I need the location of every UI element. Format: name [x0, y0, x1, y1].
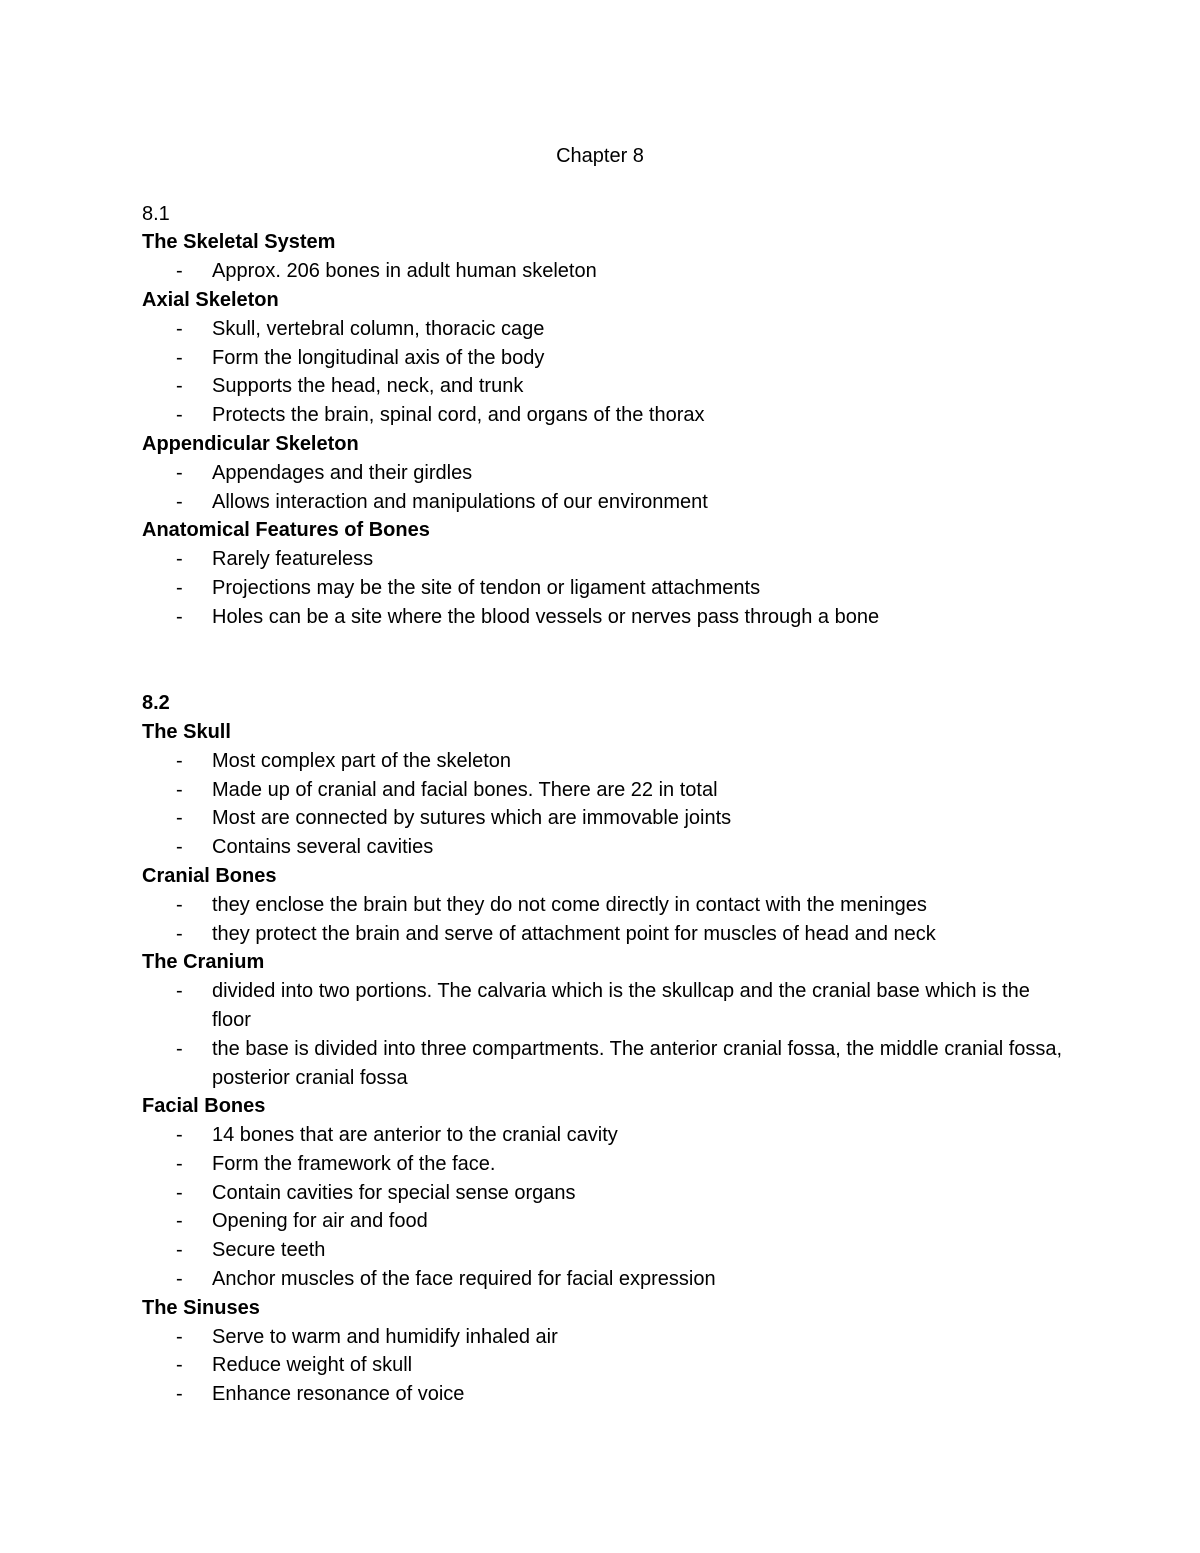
- list-item: [142, 574, 1072, 603]
- list-item: [142, 833, 1072, 862]
- bullet-list: [142, 315, 1072, 430]
- section-heading: The Sinuses: [142, 1296, 260, 1319]
- dash-bullet-icon: -: [176, 490, 183, 513]
- dash-bullet-icon: -: [176, 807, 183, 830]
- list-item-text: Protects the brain, spinal cord, and organs of the thorax: [212, 404, 705, 427]
- bullet-list: [142, 459, 1072, 517]
- dash-bullet-icon: -: [176, 749, 183, 772]
- list-item: [142, 344, 1072, 373]
- list-item-text: divided into two portions. The calvaria which is the skullcap and the cranial base which is the floor: [212, 980, 1030, 1031]
- list-item: [142, 891, 1072, 920]
- section-heading: Anatomical Features of Bones: [142, 519, 430, 542]
- list-item-text: Supports the head, neck, and trunk: [212, 375, 524, 398]
- dash-bullet-icon: -: [176, 778, 183, 801]
- section-8-1: [142, 200, 1072, 632]
- list-item: [142, 1265, 1072, 1294]
- dash-bullet-icon: -: [176, 346, 183, 369]
- dash-bullet-icon: -: [176, 1325, 183, 1348]
- dash-bullet-icon: -: [176, 1268, 183, 1291]
- list-item: [142, 1323, 1072, 1352]
- section-number: 8.2: [142, 692, 170, 715]
- list-item-text: Holes can be a site where the blood vessels or nerves pass through a bone: [212, 605, 880, 628]
- list-item-text: they enclose the brain but they do not come directly in contact with the meninges: [212, 893, 927, 916]
- bullet-list: [142, 1121, 1072, 1294]
- dash-bullet-icon: -: [176, 548, 183, 571]
- section-heading: Facial Bones: [142, 1095, 266, 1118]
- section-8-2: [142, 689, 1072, 1409]
- list-item-text: Contain cavities for special sense organs: [212, 1181, 576, 1204]
- list-item-text: Anchor muscles of the face required for facial expression: [212, 1268, 716, 1291]
- list-item-text: Rarely featureless: [212, 548, 374, 571]
- list-item-text: Enhance resonance of voice: [212, 1383, 465, 1406]
- dash-bullet-icon: -: [176, 1152, 183, 1175]
- list-item-text: Approx. 206 bones in adult human skeleton: [212, 260, 597, 283]
- list-item: [142, 1236, 1072, 1265]
- dash-bullet-icon: -: [176, 980, 183, 1003]
- section-heading: Axial Skeleton: [142, 288, 279, 311]
- bullet-list: [142, 747, 1072, 862]
- list-item: [142, 603, 1072, 632]
- bullet-list: [142, 1323, 1072, 1409]
- list-item-text: Projections may be the site of tendon or ligament attachments: [212, 576, 761, 599]
- page-title: Chapter 8: [556, 145, 644, 167]
- document-content: [142, 142, 1072, 1409]
- list-item: [142, 977, 1072, 1035]
- list-item: [142, 1150, 1072, 1179]
- list-item-text: Form the longitudinal axis of the body: [212, 346, 545, 369]
- list-item-text: Secure teeth: [212, 1239, 326, 1262]
- section-heading: The Skeletal System: [142, 231, 336, 254]
- list-item: [142, 315, 1072, 344]
- list-item: [142, 804, 1072, 833]
- list-item-text: Made up of cranial and facial bones. There are 22 in total: [212, 778, 718, 801]
- bullet-list: [142, 545, 1072, 631]
- list-item-text: they protect the brain and serve of attachment point for muscles of head and neck: [212, 922, 936, 945]
- list-item-text: Skull, vertebral column, thoracic cage: [212, 317, 545, 340]
- list-item: [142, 1351, 1072, 1380]
- list-item: [142, 1035, 1072, 1093]
- list-item: [142, 776, 1072, 805]
- section-heading: The Skull: [142, 720, 231, 743]
- dash-bullet-icon: -: [176, 1037, 183, 1060]
- list-item: [142, 747, 1072, 776]
- dash-bullet-icon: -: [176, 605, 183, 628]
- section-heading: Cranial Bones: [142, 864, 277, 887]
- dash-bullet-icon: -: [176, 375, 183, 398]
- section-number: 8.1: [142, 202, 170, 225]
- bullet-list: [142, 891, 1072, 949]
- list-item-text: Form the framework of the face.: [212, 1152, 496, 1175]
- dash-bullet-icon: -: [176, 1124, 183, 1147]
- list-item: [142, 459, 1072, 488]
- list-item: [142, 920, 1072, 949]
- bullet-list: [142, 977, 1072, 1092]
- list-item-text: Appendages and their girdles: [212, 461, 473, 484]
- dash-bullet-icon: -: [176, 317, 183, 340]
- dash-bullet-icon: -: [176, 893, 183, 916]
- dash-bullet-icon: -: [176, 1383, 183, 1406]
- dash-bullet-icon: -: [176, 1239, 183, 1262]
- dash-bullet-icon: -: [176, 1354, 183, 1377]
- dash-bullet-icon: -: [176, 1181, 183, 1204]
- list-item: [142, 488, 1072, 517]
- bullet-list: [142, 257, 1072, 286]
- dash-bullet-icon: -: [176, 404, 183, 427]
- list-item-text: Opening for air and food: [212, 1210, 428, 1233]
- list-item: [142, 1207, 1072, 1236]
- list-item-text: Most complex part of the skeleton: [212, 749, 512, 772]
- dash-bullet-icon: -: [176, 836, 183, 859]
- list-item: [142, 545, 1072, 574]
- list-item: [142, 372, 1072, 401]
- list-item-text: Most are connected by sutures which are immovable joints: [212, 807, 732, 830]
- dash-bullet-icon: -: [176, 576, 183, 599]
- list-item: [142, 401, 1072, 430]
- section-heading: Appendicular Skeleton: [142, 432, 359, 455]
- dash-bullet-icon: -: [176, 461, 183, 484]
- list-item-text: Contains several cavities: [212, 836, 434, 859]
- dash-bullet-icon: -: [176, 1210, 183, 1233]
- list-item-text: the base is divided into three compartments. The anterior cranial fossa, the middle cranial fossa, posterior cranial fossa: [212, 1037, 1063, 1089]
- sections-container: [142, 200, 1072, 1409]
- list-item-text: Serve to warm and humidify inhaled air: [212, 1325, 558, 1348]
- list-item: [142, 1380, 1072, 1409]
- dash-bullet-icon: -: [176, 260, 183, 283]
- list-item-text: 14 bones that are anterior to the cranial cavity: [212, 1124, 618, 1147]
- dash-bullet-icon: -: [176, 922, 183, 945]
- list-item-text: Reduce weight of skull: [212, 1354, 413, 1377]
- section-heading: The Cranium: [142, 951, 265, 974]
- list-item: [142, 257, 1072, 286]
- list-item: [142, 1179, 1072, 1208]
- list-item: [142, 1121, 1072, 1150]
- list-item-text: Allows interaction and manipulations of our environment: [212, 490, 708, 513]
